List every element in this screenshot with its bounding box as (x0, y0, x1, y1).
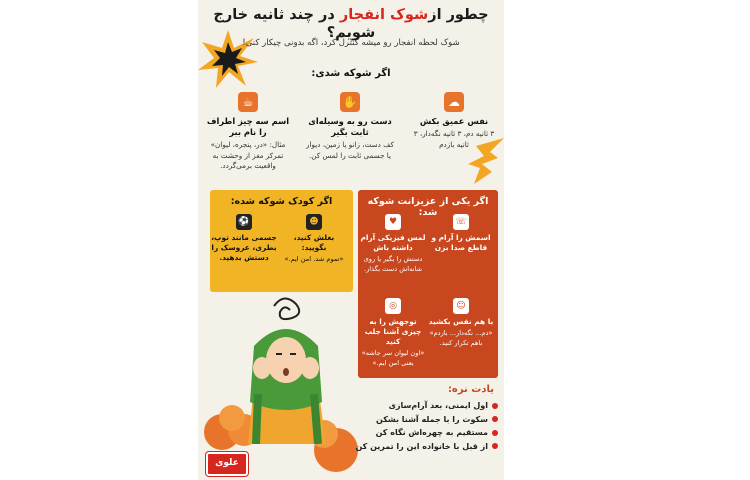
tip-breathing: ☁ نفس عمیق بکش ۳ ثانیه دم، ۳ ثانیه نگه‌دار، ۳ ثانیه بازدم (410, 92, 498, 150)
toy-icon: ⚽ (236, 214, 252, 230)
tip-name-objects: ☕ اسم سه چیز اطراف را نام ببر مثال: «در، پنجره، لیوان» تمرکز مغز از وحشت به واقعیت برمی‌گردد. (204, 92, 292, 172)
child-box (210, 190, 353, 292)
child-step-object: ⚽ جسمی مانند توپ، بطری، عروسک را دستش بدهید. (211, 214, 277, 263)
hand-icon: ✋ (340, 92, 360, 112)
family-step-touch: ♥ لمس فیزیکی آرام داشته باش دستش را بگیر یا روی شانه‌اش دست بگذار. (360, 214, 426, 274)
hug-icon: ☻ (306, 214, 322, 230)
breath-icon: ☁ (444, 92, 464, 112)
cup-icon: ☕ (238, 92, 258, 112)
bullet-icon (492, 443, 498, 449)
list-item: سکوت را با جمله آشنا بشکن (348, 413, 498, 427)
bullet-icon (492, 416, 498, 422)
remember-heading: یادت نره: (447, 384, 494, 395)
focus-icon: ◎ (385, 298, 401, 314)
stressed-woman-illustration (234, 294, 338, 444)
bullet-icon (492, 430, 498, 436)
family-step-breathe: ☺ با هم نفس بکشید «دم... نگه‌دار... بازدم» باهم تکرار کنید. (428, 298, 494, 348)
family-step-call-name: ☏ اسمش را آرام و قاطع صدا بزن (428, 214, 494, 253)
remember-list (348, 399, 498, 453)
page-title: چطور ازشوک انفجار در چند ثانیه خارج شویم؟ (213, 7, 489, 41)
speak-icon: ☏ (453, 214, 469, 230)
family-step-focus: ◎ توجهش را به چیزی آشنا جلب کنید «اون لیوان سر جاشه» یعنی امن ایم.» (360, 298, 426, 368)
family-box (358, 190, 498, 378)
list-item: اول ایمنی، بعد آرام‌سازی (348, 399, 498, 413)
child-heading: اگر کودک شوکه شده: (230, 196, 333, 207)
child-step-hug: ☻ بغلش کنید، بگویید: «تموم شد. امن ایم.» (281, 214, 347, 265)
list-item: مستقیم به چهره‌اش نگاه کن (348, 426, 498, 440)
bullet-icon (492, 403, 498, 409)
family-heading: اگر یکی از عزیزانت شوکه شد: (367, 196, 489, 218)
touch-icon: ♥ (385, 214, 401, 230)
subtitle: شوک لحظه انفجار رو میشه کنترل کرد، اگه بدونی چیکار کنی! (242, 38, 460, 48)
remember-section (348, 384, 498, 453)
brand-logo: علوی (206, 452, 248, 476)
shocked-heading: اگر شوکه شدی: (311, 68, 391, 79)
infographic-poster (198, 0, 504, 480)
breathe-together-icon: ☺ (453, 298, 469, 314)
tip-grab-object: ✋ دست رو به وسیله‌ای ثابت بگیر کف دست، زانو یا زمین، دیوار یا جسمی ثابت را لمس کن. (306, 92, 394, 161)
list-item: از قبل با خانواده این را تمرین کن (348, 440, 498, 454)
